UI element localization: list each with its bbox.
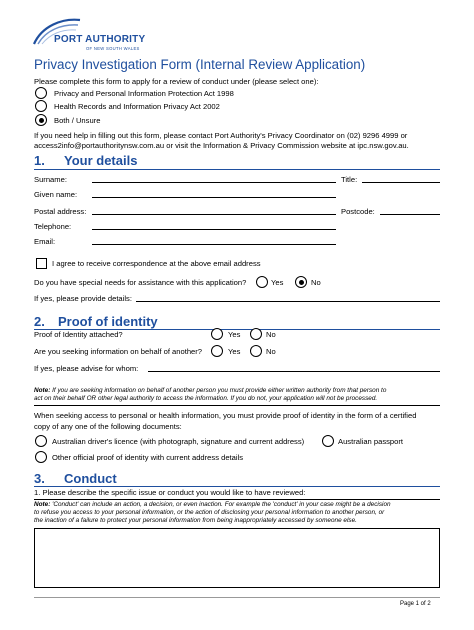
act-label-both: Both / Unsure [54, 116, 101, 125]
given-name-field[interactable] [92, 197, 336, 198]
proof-yes-radio[interactable] [211, 328, 223, 340]
help-line-2: access2info@portauthoritynsw.com.au or visit the Information & Privacy Commission website at ipc.nsw.gov.au. [34, 141, 409, 150]
behalf-yes-radio[interactable] [211, 345, 223, 357]
assistance-yes-radio[interactable] [256, 276, 268, 288]
page-number: Page 1 of 2 [400, 601, 431, 607]
conduct-note-line-3: the inaction of a failure to protect your personal information from being inappropriately accessed by someone else. [34, 517, 357, 524]
proof-no-radio[interactable] [250, 328, 262, 340]
email-field[interactable] [92, 244, 336, 245]
assistance-details-label: If yes, please provide details: [34, 294, 132, 303]
proof-no-label: No [266, 330, 276, 339]
section-1-title: Your details [64, 153, 138, 168]
email-consent-label: I agree to receive correspondence at the above email address [52, 259, 261, 268]
behalf-no-radio[interactable] [250, 345, 262, 357]
assistance-no-label: No [311, 278, 321, 287]
behalf-note-bold: Note: [34, 387, 51, 394]
act-radio-ppip[interactable] [35, 87, 47, 99]
copy-line-2: copy of any one of the following documents: [34, 422, 182, 431]
surname-field[interactable] [92, 182, 336, 183]
surname-label: Surname: [34, 175, 67, 184]
section-1-number: 1. [34, 153, 45, 168]
doc-passport-label: Australian passport [338, 437, 404, 446]
section-3-title: Conduct [64, 471, 117, 486]
postcode-label: Postcode: [341, 207, 375, 216]
email-label: Email: [34, 237, 56, 246]
postcode-field[interactable] [380, 214, 440, 215]
doc-licence-radio[interactable] [35, 435, 47, 447]
email-consent-checkbox[interactable] [36, 258, 47, 269]
behalf-note-line-2: act on their behalf OR other legal authority to access the information. If you do not, your application will not be processed. [34, 395, 378, 402]
logo-name: PORT AUTHORITY [54, 34, 146, 45]
section-3-rule [34, 486, 440, 487]
conduct-note-line-2: to refuse you access to your personal information, or the action of disclosing your personal information to another person, or [34, 509, 385, 516]
doc-other-label: Other official proof of identity with current address details [52, 453, 244, 462]
logo-sub: OF NEW SOUTH WALES [86, 46, 140, 51]
conduct-note-rule-top [34, 499, 440, 500]
advise-field[interactable] [148, 371, 440, 372]
title-field[interactable] [362, 182, 440, 183]
section-3-number: 3. [34, 471, 45, 486]
behalf-question: Are you seeking information on behalf of another? [34, 347, 203, 356]
behalf-note-line-1: If you are seeking information on behalf of another person you must provide either written authority from that person to [50, 387, 387, 394]
telephone-label: Telephone: [34, 222, 72, 231]
act-label-ppip: Privacy and Personal Information Protection Act 1998 [54, 89, 234, 98]
doc-other-radio[interactable] [35, 451, 47, 463]
copy-line-1: When seeking access to personal or health information, you must provide proof of identity in the form of a certified [34, 411, 417, 420]
conduct-note [34, 501, 391, 525]
act-radio-both[interactable] [35, 114, 47, 126]
section-2-title: Proof of identity [58, 314, 158, 329]
proof-question: Proof of Identity attached? [34, 330, 123, 339]
section-1-rule [34, 169, 440, 170]
behalf-note [34, 387, 386, 403]
advise-label: If yes, please advise for whom: [34, 364, 139, 373]
logo [32, 16, 152, 54]
help-line-1: If you need help in filling out this form, please contact Port Authority's Privacy Coordinator on (02) 9296 4999 or [34, 131, 408, 140]
given-name-label: Given name: [34, 190, 78, 199]
assistance-yes-label: Yes [271, 278, 284, 287]
doc-passport-radio[interactable] [322, 435, 334, 447]
behalf-note-rule [34, 405, 440, 406]
act-label-hrip: Health Records and Information Privacy Act 2002 [54, 102, 220, 111]
conduct-textarea[interactable] [34, 528, 440, 588]
postal-address-field[interactable] [92, 214, 336, 215]
assistance-no-radio[interactable] [295, 276, 307, 288]
conduct-question: 1. Please describe the specific issue or conduct you would like to have reviewed: [34, 488, 306, 497]
assistance-question: Do you have special needs for assistance with this application? [34, 278, 247, 287]
postal-address-label: Postal address: [34, 207, 87, 216]
conduct-note-line-1: 'Conduct' can include an action, a decision, or even inaction. For example the 'conduct' in your case might be a decision [50, 501, 391, 508]
footer-rule [34, 597, 440, 598]
behalf-yes-label: Yes [228, 347, 241, 356]
title-label: Title: [341, 175, 358, 184]
form-title: Privacy Investigation Form (Internal Review Application) [34, 57, 366, 72]
telephone-field[interactable] [92, 229, 336, 230]
act-radio-hrip[interactable] [35, 100, 47, 112]
intro-text: Please complete this form to apply for a review of conduct under (please select one): [34, 77, 319, 86]
assistance-details-field[interactable] [136, 301, 440, 302]
section-2-number: 2. [34, 314, 45, 329]
doc-licence-label: Australian driver's licence (with photograph, signature and current address) [52, 437, 305, 446]
proof-yes-label: Yes [228, 330, 241, 339]
conduct-note-bold: Note: [34, 501, 51, 508]
behalf-no-label: No [266, 347, 276, 356]
